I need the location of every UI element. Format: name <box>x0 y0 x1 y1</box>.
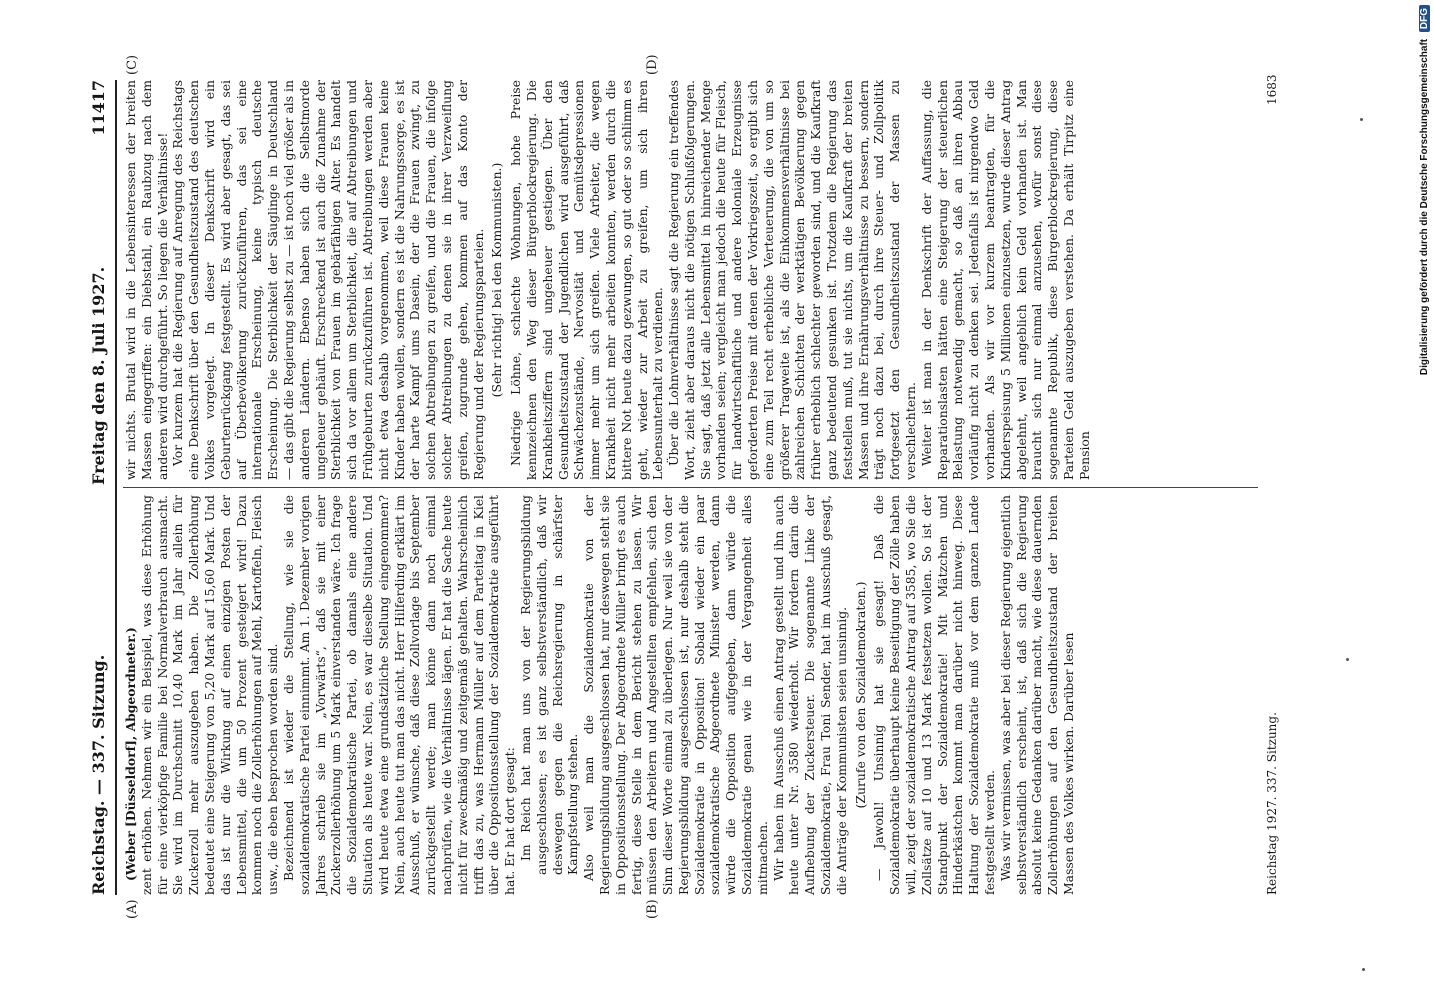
header-center: Freitag den 8. Juli 1927. <box>89 266 108 485</box>
paragraph: Also weil man die Sozialdemokratie von der Regierungsbildung ausgeschlossen hat, nur deswegen steht sie in Oppositionsstellung. Der Abgeordnete Müller bringt es auch fertig, diese Stelle in dem Bericht stehen zu lassen. Wir müssen den Arbeitern und Angestellten empfehlen, sich den Sinn dieser Worte einmal zu überlegen. Nur weil sie von der Regierungsbildung ausgeschlossen ist, nur deshalb steht die Sozialdemokratie in Opposition! Sobald wieder ein paar sozialdemokratische Abgeordnete Minister werden, dann würde die Opposition aufgegeben, dann würde die Sozialdemokratie genau wie in der Vergangenheit alles mitmachen. <box>581 495 770 895</box>
paragraph: Vor kurzem hat die Regierung auf Anregung des Reichstags eine Denkschrift über den Gesundheitszustand des deutschen Volkes vorgelegt. In dieser Denkschrift wird ein Geburtenrückgang festgestellt. Es wird aber gesagt, das sei auf Überbevölkerung zurückzuführen, das sei eine internationale Erscheinung, keine typisch deutsche Erscheinung. Die Sterblichkeit der Säuglinge in Deutschland — das gibt die Regierung selbst zu — ist noch viel größer als in anderen Ländern. Ebenso haben sich die Selbstmorde ungeheuer gehäuft. Erschreckend ist auch die Zunahme der Sterblichkeit von Frauen im gebärfähigen Alter. Es handelt sich da vor allem um Sterblichkeit, die auf Abtreibungen und Frühgeburten zurückzuführen ist. Abtreibungen werden aber nicht etwa deshalb vorgenommen, weil diese Frauen keine Kinder haben wollen, sondern es ist die Nahrungssorge, es ist der harte Kampf ums Dasein, der die Frauen zwingt, zu solchen Abtreibungen zu greifen, und die Frauen, die infolge solcher Abtreibungen zu denen sie in ihrer Verzweiflung greifen, zugrunde gehen, kommen auf das Konto der Regierung und der Regierungsparteien. <box>170 80 486 480</box>
document-page <box>85 54 1335 925</box>
margin-letter-b: (B) <box>645 899 660 919</box>
quotation: Im Reich hat man uns von der Regierungsbildung ausgeschlossen; es ist ganz selbstverständlich, daß wir deswegen gegen die Reichsregierung in schärfster Kampfstellung stehen. <box>517 495 581 875</box>
paragraph: wir nichts. Brutal wird in die Lebensinteressen der breiten Massen eingegriffen: ein Diebstahl, ein Raubzug nach dem anderen wird durchgeführt. So liegen die Verhältnisse! <box>123 80 170 480</box>
paragraph: Was wir vermissen, was aber bei dieser Regierung eigentlich selbstverständlich erscheint, ist, daß sich die Regierung absolut keine Gedanken darüber macht, wie diese dauernden Zollerhöhungen auf den Gesundheitszustand der breiten Massen des Volkes wirken. Darüber lesen <box>997 495 1077 895</box>
paragraph: Niedrige Löhne, schlechte Wohnungen, hohe Preise kennzeichnen den Weg dieser Bürgerblockregierung. Die Krankheitsziffern sind ungeheuer gestiegen. Über den Gesundheitszustand der Jugendlichen wird ausgeführt, daß Schwächezustände, Nervosität und Gemütsdepressionen immer mehr um sich greifen. Viele Arbeiter, die wegen Krankheit nicht mehr arbeiten konnten, werden durch die bittere Not heute dazu gezwungen, so gut oder so schlimm es geht, wieder zur Arbeit zu greifen, um sich ihren Lebensunterhalt zu verdienen. <box>508 80 666 480</box>
dfg-logo: DFG <box>1419 5 1430 32</box>
header-left: Reichstag. — 337. Sitzung. <box>89 654 108 895</box>
paragraph: Über die Lohnverhältnisse sagt die Regierung ein treffendes Wort, zieht aber daraus nicht die nötigen Schlußfolgerungen. Sie sagt, daß jetzt alle Lebensmittel in hinreichender Menge vorhanden seien; vergleicht man jedoch die heute für Fleisch, für landwirtschaftliche und andere koloniale Erzeugnisse geforderten Preise mit denen der Vorkriegszeit, so ergibt sich eine zum Teil recht erhebliche Verteuerung, die von um so größerer Tragweite ist, als die Einkommensverhältnisse bei zahlreichen Schichten der werktätigen Bevölkerung gegen früher erheblich schlechter geworden sind, und die Kaufkraft ganz bedeutend gesunken ist. Trotzdem die Regierung das feststellen muß, tut sie nichts, um die Kaufkraft der breiten Massen und ihre Ernährungsverhältnisse zu bessern, sondern trägt noch dazu bei, durch ihre Steuer- und Zollpolitik fortgesetzt den Gesundheitszustand der Massen zu verschlechtern. <box>666 80 919 480</box>
right-column <box>123 80 1093 480</box>
footer-left: Reichstag 1927. 337. Sitzung. <box>1265 712 1279 895</box>
paragraph: Weiter ist man in der Denkschrift der Auffassung, die Reparationslasten hätten eine Steigerung der steuerlichen Belastung notwendig gemacht, so daß an ihren Abbau vorläufig nicht zu denken sei. Jedenfalls ist nirgendwo Geld vorhanden. Als wir vor kurzem beantragten, für die Kinderspeisung 5 Millionen einzusetzen, wurde dieser Antrag abgelehnt, weil angeblich kein Geld vorhanden ist. Man braucht sich nur einmal anzusehen, wofür sonst diese sogenannte Republik, diese Bürgerblockregierung, diese Parteien Geld auszugeben verstehen. Da erhält Tirpitz eine Pension <box>918 80 1092 480</box>
paragraph: — Jawohl! Unsinnig hat sie gesagt! Daß die Sozialdemokratie überhaupt keine Beseitigung der Zölle haben will, zeigt der sozialdemokratische Antrag auf 3585, wo Sie die Zollsätze auf 10 und 13 Mark festsetzen wollen. So ist der Standpunkt der Sozialdemokratie! Mit Mätzchen und Hinderkästchen kommt man darüber nicht hinweg. Diese Haltung der Sozialdemokratie muß vor dem ganzen Lande festgestellt werden. <box>871 495 998 895</box>
margin-letter-a: (A) <box>125 899 140 919</box>
digitization-credit <box>1419 5 1433 995</box>
header-rule <box>115 80 117 895</box>
running-head <box>85 80 113 895</box>
left-column <box>123 495 1077 895</box>
page-number: 11417 <box>89 80 108 136</box>
footer-page-count: 1683 <box>1265 74 1279 105</box>
margin-letter-c: (C) <box>125 54 140 75</box>
speaker-label: (Weber [Düsseldorf], Abgeordneter.) <box>123 627 138 881</box>
paragraph: zent erhöhen. Nehmen wir ein Beispiel, was diese Erhöhung für eine vierköpfige Familie bei Normalverbrauch ausmacht. Sie wird im Durchschnitt 10,40 Mark im Jahr allein für Zuckerzoll mehr auszugeben haben. Die Zollerhöhung bedeutet eine Steigerung von 5,20 Mark auf 15,60 Mark. Und das ist nur die Wirkung auf einen einzigen Posten der Lebensmittel, die um 50 Prozent gesteigert wird! Dazu kommen noch die Zollerhöhungen auf Mehl, Kartoffeln, Fleisch usw., die eben besprochen worden sind. <box>138 495 281 895</box>
paragraph: Bezeichnend ist wieder die Stellung, wie sie die sozialdemokratische Partei einnimmt. Am 1. Dezember vorigen Jahres schrieb sie im „Vorwärts“, daß sie mit einer Zuckerzollerhöhung um 5 Mark einverstanden wäre. Ich frage die Sozialdemokratische Partei, ob damals eine andere Situation als heute war. Nein, es war dieselbe Situation. Und wird heute etwa eine grundsätzliche Stellung eingenommen? Nein, auch heute tut man das nicht. Herr Hilferding erklärt im Ausschuß, er wünsche, daß diese Zollvorlage bis September zurückgestellt werde; man könne dann noch einmal nachprüfen, wie die Verhältnisse lägen. Er hat die Sache heute nicht für zweckmäßig und zeitgemäß gehalten. Wahrscheinlich trifft das zu, was Hermann Müller auf dem Parteitag in Kiel über die Oppositionsstellung der Sozialdemokratie ausgeführt hat. Er hat dort gesagt: <box>280 495 518 895</box>
credit-text: Digitalisierung gefördert durch die Deutsche Forschungsgemeinschaft <box>1419 38 1430 376</box>
rotated-page-container <box>85 54 1335 925</box>
margin-letter-d: (D) <box>645 54 660 75</box>
scan-speck <box>1346 658 1349 661</box>
interjection: (Sehr richtig! bei den Kommunisten.) <box>489 162 505 398</box>
scan-speck <box>1362 968 1365 971</box>
column-divider <box>123 487 1258 488</box>
interjection: (Zurufe von den Sozialdemokraten.) <box>852 581 868 809</box>
paragraph: Wir haben im Ausschuß einen Antrag gestellt und ihn auch heute unter Nr. 3580 wiederholt. Wir fordern darin die Aufhebung der Zuckersteuer. Die sogenannte Linke der Sozialdemokratie, Frau Toni Sender, hat im Ausschuß gesagt, die Anträge der Kommunisten seien unsinnig. <box>770 495 849 895</box>
scan-speck <box>1360 118 1363 121</box>
